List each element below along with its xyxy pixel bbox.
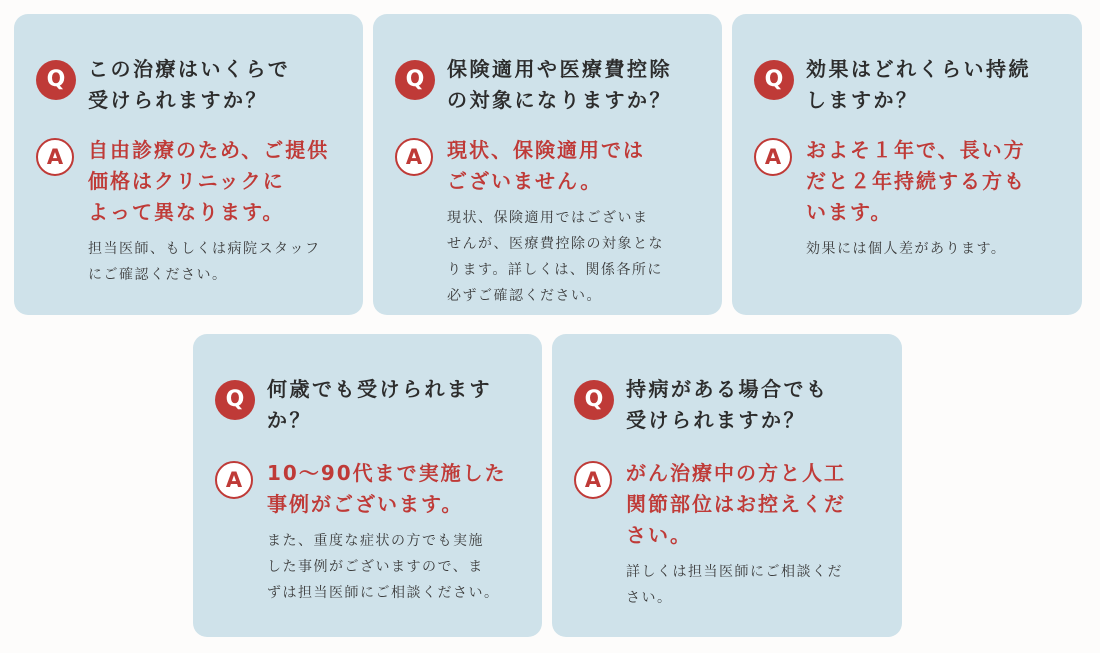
question	[574, 374, 888, 436]
answer-text	[88, 135, 349, 228]
a-badge: A	[395, 138, 433, 176]
answer-text	[806, 135, 1068, 228]
answer-text	[626, 458, 888, 551]
faq-card	[552, 334, 902, 637]
faq-card	[193, 334, 542, 637]
answer	[574, 458, 888, 611]
answer-text	[447, 135, 708, 197]
answer-line: よって異なります。	[88, 200, 285, 224]
answer-line: 事例がございます。	[267, 492, 464, 516]
answer-detail	[88, 236, 349, 288]
faq-card	[732, 14, 1082, 315]
detail-line: にご確認ください。	[88, 267, 228, 283]
answer-line: 現状、保険適用では	[447, 138, 645, 162]
a-badge: A	[574, 461, 612, 499]
question-line: 効果はどれくらい持続	[806, 57, 1031, 81]
detail-line: せんが、医療費控除の対象とな	[447, 236, 664, 252]
question	[36, 54, 349, 116]
answer-line: がん治療中の方と人工	[626, 461, 846, 485]
question-text	[626, 374, 888, 436]
answer-line: 自由診療のため、ご提供	[88, 138, 330, 162]
question-line: 受けられますか？	[88, 88, 268, 112]
detail-line: ります。詳しくは、関係各所に	[447, 262, 663, 278]
detail-line: さい。	[626, 590, 673, 606]
a-badge: A	[754, 138, 792, 176]
question-text	[806, 54, 1068, 116]
question-line: 保険適用や医療費控除	[447, 57, 672, 81]
q-badge: Q	[215, 380, 255, 420]
question-line: 持病がある場合でも	[626, 377, 829, 401]
answer-line: だと２年持続する方も	[806, 169, 1026, 193]
detail-line: また、重度な症状の方でも実施	[267, 533, 484, 549]
q-badge: Q	[395, 60, 435, 100]
answer	[215, 458, 528, 606]
question-text	[88, 54, 349, 116]
answer	[395, 135, 708, 309]
detail-line: 担当医師、もしくは病院スタッフ	[88, 241, 321, 257]
answer-line: 関節部位はお控えくだ	[626, 492, 846, 516]
detail-line: 詳しくは担当医師にご相談くだ	[626, 564, 843, 580]
question	[754, 54, 1068, 116]
answer-detail	[267, 528, 528, 606]
question-line: 受けられますか？	[626, 408, 806, 432]
q-badge: Q	[754, 60, 794, 100]
question-line: か？	[267, 408, 312, 432]
question-line: の対象になりますか？	[447, 88, 672, 112]
faq-card	[373, 14, 722, 315]
question-line: しますか？	[806, 88, 919, 112]
answer-line: 価格はクリニックに	[88, 169, 285, 193]
question-text	[447, 54, 708, 116]
question-line: この治療はいくらで	[88, 57, 291, 81]
answer-detail	[806, 236, 1068, 262]
answer-text	[267, 458, 528, 520]
answer-detail	[626, 559, 888, 611]
answer-line: 10～90代まで実施した	[267, 461, 507, 485]
detail-line: 効果には個人差があります。	[806, 241, 1007, 257]
answer	[754, 135, 1068, 262]
answer-line: さい。	[626, 523, 692, 547]
detail-line: 必ずご確認ください。	[447, 288, 602, 304]
detail-line: 現状、保険適用ではございま	[447, 210, 649, 226]
question	[395, 54, 708, 116]
question-line: 何歳でも受けられます	[267, 377, 492, 401]
answer-line: います。	[806, 200, 893, 224]
detail-line: ずは担当医師にご相談ください。	[267, 585, 500, 601]
question	[215, 374, 528, 436]
a-badge: A	[36, 138, 74, 176]
question-text	[267, 374, 528, 436]
answer-line: およそ１年で、長い方	[806, 138, 1026, 162]
answer	[36, 135, 349, 288]
detail-line: した事例がございますので、ま	[267, 559, 484, 575]
q-badge: Q	[574, 380, 614, 420]
answer-line: ございません。	[447, 169, 603, 193]
faq-card	[14, 14, 363, 315]
answer-detail	[447, 205, 708, 309]
a-badge: A	[215, 461, 253, 499]
q-badge: Q	[36, 60, 76, 100]
